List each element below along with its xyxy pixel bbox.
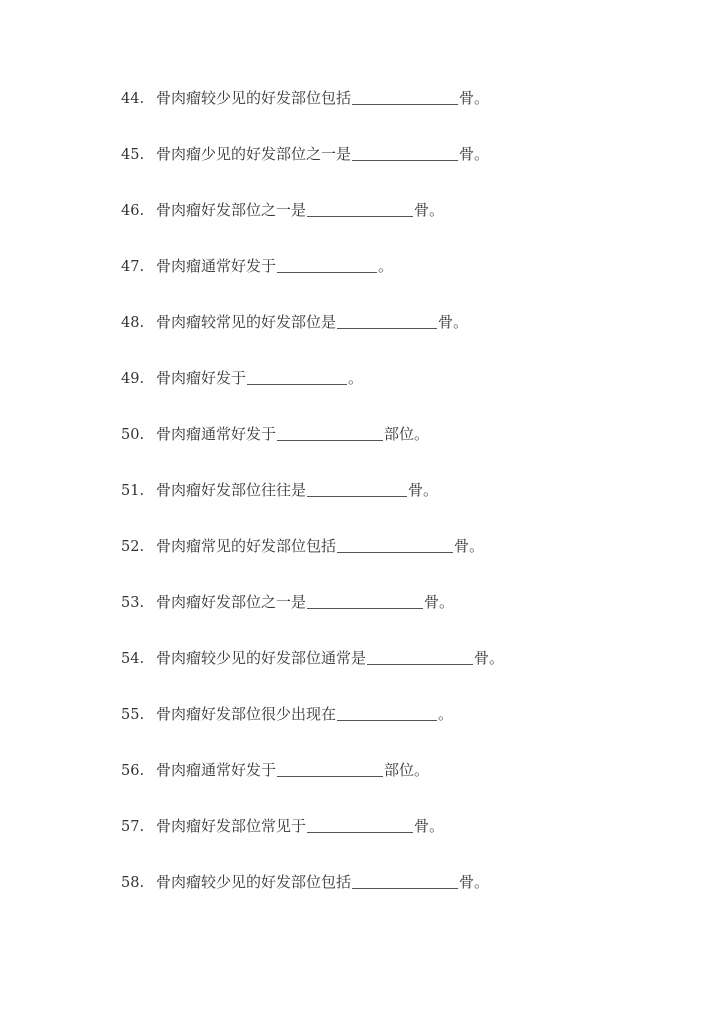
- question-text: 骨肉瘤通常好发于: [156, 761, 277, 779]
- answer-blank[interactable]: [337, 534, 453, 553]
- question-item: [121, 812, 681, 868]
- question-item: [121, 700, 681, 756]
- answer-blank[interactable]: [337, 310, 437, 329]
- question-item: [121, 252, 681, 308]
- question-item: [121, 756, 681, 812]
- question-number: 53.: [121, 595, 145, 611]
- question-text: 骨肉瘤常见的好发部位包括: [156, 537, 337, 555]
- answer-blank[interactable]: [367, 646, 473, 665]
- question-text: 骨肉瘤好发部位常见于: [156, 817, 307, 835]
- question-suffix: 骨。: [414, 817, 445, 835]
- answer-blank[interactable]: [307, 478, 407, 497]
- question-suffix: 骨。: [474, 649, 505, 667]
- question-text: 骨肉瘤通常好发于: [156, 257, 277, 275]
- question-number: 47.: [121, 259, 145, 275]
- question-item: [121, 476, 681, 532]
- question-item: [121, 420, 681, 476]
- question-suffix: 骨。: [414, 201, 445, 219]
- question-text: 骨肉瘤好发于: [156, 369, 247, 387]
- answer-blank[interactable]: [307, 590, 423, 609]
- question-item: [121, 532, 681, 588]
- question-text: 骨肉瘤好发部位很少出现在: [156, 705, 337, 723]
- question-number: 58.: [121, 875, 145, 891]
- question-item: [121, 196, 681, 252]
- question-suffix: 。: [348, 369, 364, 387]
- question-number: 46.: [121, 203, 145, 219]
- question-suffix: 。: [378, 257, 394, 275]
- question-item: [121, 84, 681, 140]
- question-suffix: 部位。: [384, 761, 430, 779]
- question-number: 56.: [121, 763, 145, 779]
- answer-blank[interactable]: [277, 422, 383, 441]
- answer-blank[interactable]: [352, 870, 458, 889]
- question-number: 54.: [121, 651, 145, 667]
- question-suffix: 骨。: [454, 537, 485, 555]
- question-suffix: 部位。: [384, 425, 430, 443]
- question-number: 45.: [121, 147, 145, 163]
- question-text: 骨肉瘤好发部位之一是: [156, 201, 307, 219]
- question-number: 52.: [121, 539, 145, 555]
- answer-blank[interactable]: [352, 86, 458, 105]
- question-number: 49.: [121, 371, 145, 387]
- answer-blank[interactable]: [277, 758, 383, 777]
- question-text: 骨肉瘤较少见的好发部位包括: [156, 89, 352, 107]
- question-suffix: 骨。: [459, 89, 490, 107]
- question-text: 骨肉瘤较少见的好发部位通常是: [156, 649, 367, 667]
- question-item: [121, 644, 681, 700]
- question-number: 55.: [121, 707, 145, 723]
- question-text: 骨肉瘤通常好发于: [156, 425, 277, 443]
- question-suffix: 。: [438, 705, 454, 723]
- question-suffix: 骨。: [459, 145, 490, 163]
- question-number: 57.: [121, 819, 145, 835]
- answer-blank[interactable]: [307, 198, 413, 217]
- question-text: 骨肉瘤少见的好发部位之一是: [156, 145, 352, 163]
- question-text: 骨肉瘤好发部位之一是: [156, 593, 307, 611]
- answer-blank[interactable]: [307, 814, 413, 833]
- answer-blank[interactable]: [337, 702, 437, 721]
- answer-blank[interactable]: [352, 142, 458, 161]
- question-number: 44.: [121, 91, 145, 107]
- question-suffix: 骨。: [424, 593, 455, 611]
- question-suffix: 骨。: [408, 481, 439, 499]
- question-item: [121, 588, 681, 644]
- question-suffix: 骨。: [459, 873, 490, 891]
- answer-blank[interactable]: [247, 366, 347, 385]
- question-item: [121, 308, 681, 364]
- question-item: [121, 364, 681, 420]
- question-number: 50.: [121, 427, 145, 443]
- answer-blank[interactable]: [277, 254, 377, 273]
- question-suffix: 骨。: [438, 313, 469, 331]
- question-number: 51.: [121, 483, 145, 499]
- question-text: 骨肉瘤较少见的好发部位包括: [156, 873, 352, 891]
- question-number: 48.: [121, 315, 145, 331]
- question-item: [121, 140, 681, 196]
- question-list: [121, 84, 681, 924]
- question-item: [121, 868, 681, 924]
- question-text: 骨肉瘤较常见的好发部位是: [156, 313, 337, 331]
- question-text: 骨肉瘤好发部位往往是: [156, 481, 307, 499]
